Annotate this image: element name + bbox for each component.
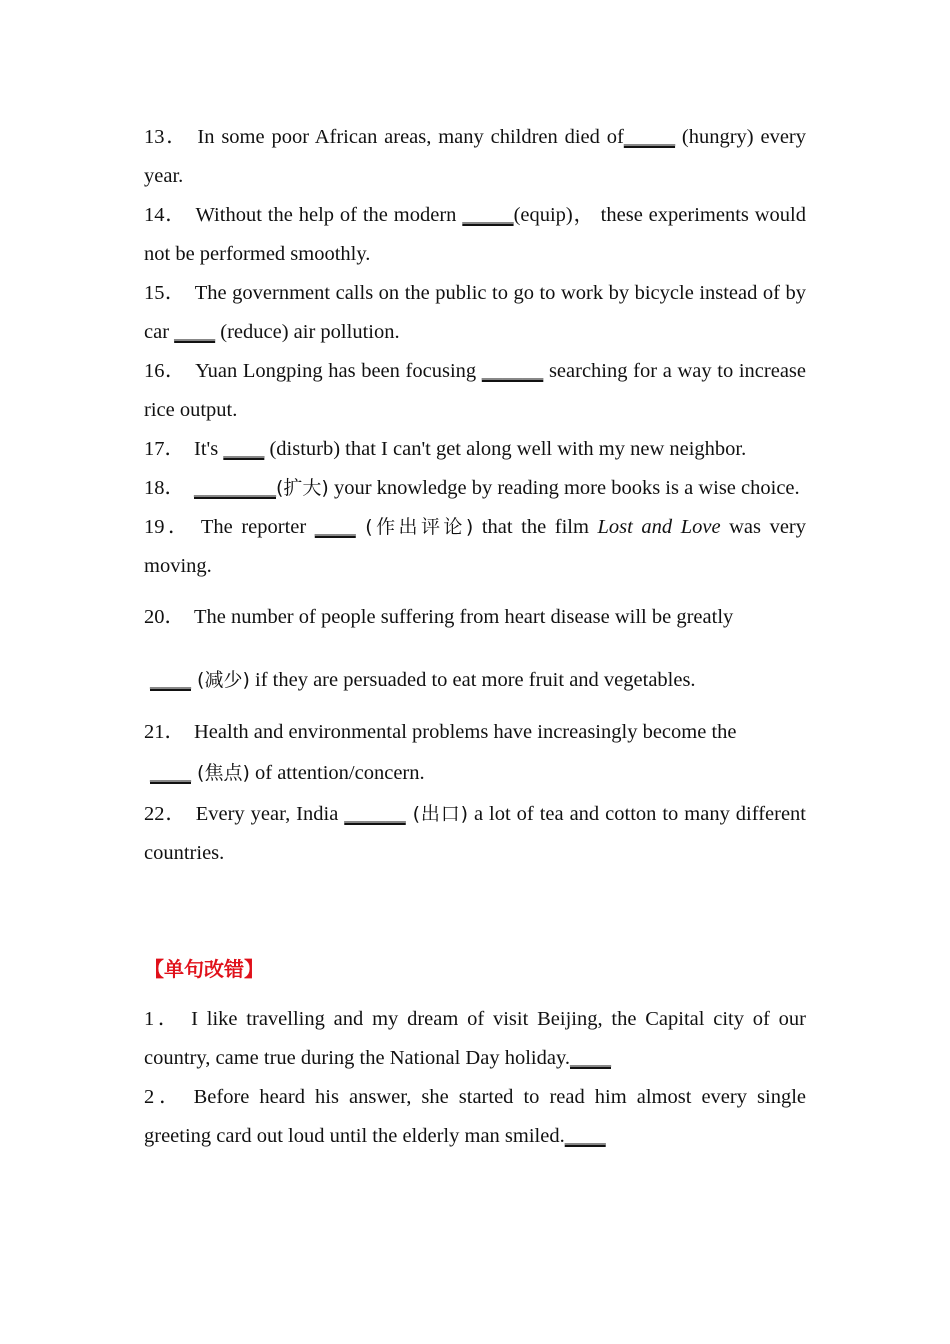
chinese-hint: (减少) — [191, 669, 250, 691]
answer-blank: ____ — [570, 1047, 611, 1069]
answer-blank: ________ — [194, 477, 276, 499]
question-number: 20． — [144, 606, 185, 628]
chinese-hint: (出口) — [405, 803, 469, 825]
chinese-hint: (焦点) — [191, 762, 250, 784]
question-16: 16． Yuan Longping has been focusing ______ searching for a way to increase rice output. — [144, 360, 806, 421]
question-number: 1． — [144, 1008, 183, 1030]
question-number: 13． — [144, 126, 189, 148]
question-20: 20． The number of people suffering from heart disease will be greatly — [144, 606, 734, 628]
question-number: 16． — [144, 360, 187, 382]
question-20-continued: ____ (减少) if they are persuaded to eat more fruit and vegetables. — [150, 669, 696, 691]
question-number: 22． — [144, 803, 187, 825]
question-number: 21． — [144, 721, 185, 743]
question-number: 15． — [144, 282, 186, 304]
question-17: 17． It's ____ (disturb) that I can't get along well with my new neighbor. — [144, 438, 747, 460]
question-19: 19． The reporter ____ (作出评论) that the film Lost and Love was very moving. — [144, 516, 806, 577]
chinese-hint: (扩大) — [276, 477, 329, 499]
question-13: 13． In some poor African areas, many children died of_____ (hungry) every year. — [144, 126, 806, 187]
question-number: 14． — [144, 204, 187, 226]
answer-blank: ____ — [174, 321, 216, 343]
worksheet — [144, 118, 806, 1156]
answer-blank: ____ — [150, 762, 191, 784]
correction-1: 1． I like travelling and my dream of visit Beijing, the Capital city of our country, came true during the National Day holiday.____ — [144, 1008, 807, 1069]
question-number: 19． — [144, 516, 192, 538]
answer-blank: ____ — [564, 1125, 606, 1147]
question-number: 2． — [144, 1086, 185, 1108]
answer-blank: ____ — [150, 669, 191, 691]
question-number: 18． — [144, 477, 185, 499]
question-15: 15． The government calls on the public to go to work by bicycle instead of by car ____ (reduce) air pollution. — [144, 282, 806, 343]
question-number: 17． — [144, 438, 185, 460]
question-14: 14． Without the help of the modern _____(equip)， these experiments would not be performed smoothly. — [144, 204, 807, 265]
answer-blank: ______ — [481, 360, 544, 382]
answer-blank: _____ — [623, 126, 676, 148]
answer-blank: ____ — [314, 516, 356, 538]
section-title: 【单句改错】 — [144, 957, 264, 981]
question-21-continued: ____ (焦点) of attention/concern. — [150, 762, 425, 784]
question-18: 18． ________(扩大) your knowledge by reading more books is a wise choice. — [144, 477, 800, 499]
correction-2: 2． Before heard his answer, she started to read him almost every single greeting card out loud until the elderly man smiled.____ — [144, 1086, 806, 1147]
question-21: 21． Health and environmental problems have increasingly become the — [144, 721, 737, 743]
answer-blank: _____ — [462, 204, 514, 226]
answer-blank: ______ — [344, 803, 406, 825]
film-title: Lost and Love — [597, 516, 721, 538]
chinese-hint: (作出评论) — [355, 516, 474, 538]
question-22: 22． Every year, India ______ (出口) a lot of tea and cotton to many different countries. — [144, 803, 806, 864]
answer-blank: ____ — [223, 438, 265, 460]
